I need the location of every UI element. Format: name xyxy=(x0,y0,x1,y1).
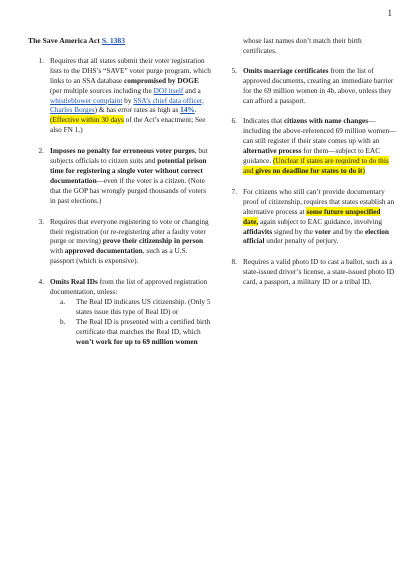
whistleblower-complaint-link[interactable]: whistleblower complaint xyxy=(50,95,123,105)
item-number: 3. xyxy=(38,216,44,226)
sub-item-a: a. The Real ID indicates US citizenship. (Only 5 states issue this type of Real ID) or xyxy=(60,296,211,316)
error-rate-link[interactable]: 14% xyxy=(180,105,195,115)
list-item-7: 7. For citizens who still can’t provide documentary proof of citizenship, requires that states establish an alternative process at some future unspecified date, again subject to EAC guidance, involving affidavits signed by the voter and by the election official under penalty of perjury. xyxy=(221,187,397,246)
item-number: 7. xyxy=(231,186,237,196)
provisions-list-continued xyxy=(221,66,397,287)
ssa-chief-data-officer-link[interactable]: SSA’s chief data officer, Charles Borges xyxy=(50,95,204,115)
highlighted-text: some future unspecified date, xyxy=(243,206,381,226)
item-number: 4. xyxy=(38,277,44,287)
list-item-5: 5. Omits marriage certificates from the list of approved documents, creating an immediate barrier for the 69 million women in 4b, above, unless they can afford a passport. xyxy=(221,66,397,106)
highlighted-text: (Effective within 30 days xyxy=(50,115,124,125)
page-number: 1 xyxy=(387,8,392,18)
list-item-1: 1. Requires that all states submit their voter registration lists to the DHS’s “SAVE” voter purge program, which links to an SSA database compromised by DOGE (per multiple sources including the DOJ itself and a whistleblower complaint by SSA’s chief data officer, Charles Borges) & has error rates as high as 14%. (Effective within 30 days of the Act’s enactment; See also FN 1.) xyxy=(28,56,211,135)
right-column xyxy=(221,36,397,298)
left-column xyxy=(28,36,211,357)
sub-item-b: b. The Real ID is presented with a certified birth certificate that matches the Real ID, which won’t work for up to 69 million women xyxy=(60,316,211,346)
list-item-2: 2. Imposes no penalty for erroneous voter purges, but subjects officials to citizen suits and potential prison time for registering a single voter without correct documentation—even if the voter is a citizen. (Note that the GOP has wrongly purged thousands of voters in past elections.) xyxy=(28,146,211,205)
doj-link[interactable]: DOJ itself xyxy=(153,85,184,95)
sub-list xyxy=(50,297,211,347)
list-item-3: 3. Requires that everyone registering to vote or changing their registration (or re-registering after a faulty voter purge or moving) prove their citizenship in person with approved documentation, such as a U.S. passport (which is expensive). xyxy=(28,217,211,267)
bill-link[interactable]: S. 1383 xyxy=(101,36,126,45)
highlighted-text: (Unclear if states are required to do this and xyxy=(243,156,389,175)
item-number: 8. xyxy=(231,257,237,267)
continued-text: whose last names don’t match their birth certificates. xyxy=(243,36,362,55)
highlighted-text: gives no deadline for states to do it xyxy=(255,165,363,175)
document-title: The Save America Act S. 1383 xyxy=(28,36,126,45)
item-number: 6. xyxy=(231,116,237,126)
list-item-8: 8. Requires a valid photo ID to cast a ballot, such as a state-issued driver’s license, a state-issued photo ID card, a passport, a military ID or a tribal ID. xyxy=(221,257,397,287)
list-item-4: 4. Omits Real IDs from the list of approved registration documentation, unless: a. The Real ID indicates US citizenship. (Only 5 states issue this type of Real ID) or b. The Real ID is presented with a certified birth certificate that matches the Real ID, which won’t work for up to 69 million women xyxy=(28,277,211,346)
provisions-list xyxy=(28,56,211,347)
item-number: 1. xyxy=(38,55,44,65)
list-item-6: 6. Indicates that citizens with name changes—including the above-referenced 69 million women—can still register if their state comes up with an alternative process for them—subject to EAC guidance. (Unclear if states are required to do this and gives no deadline for states to do it) xyxy=(221,116,397,175)
item-number: 2. xyxy=(38,146,44,156)
item-number: 5. xyxy=(231,65,237,75)
